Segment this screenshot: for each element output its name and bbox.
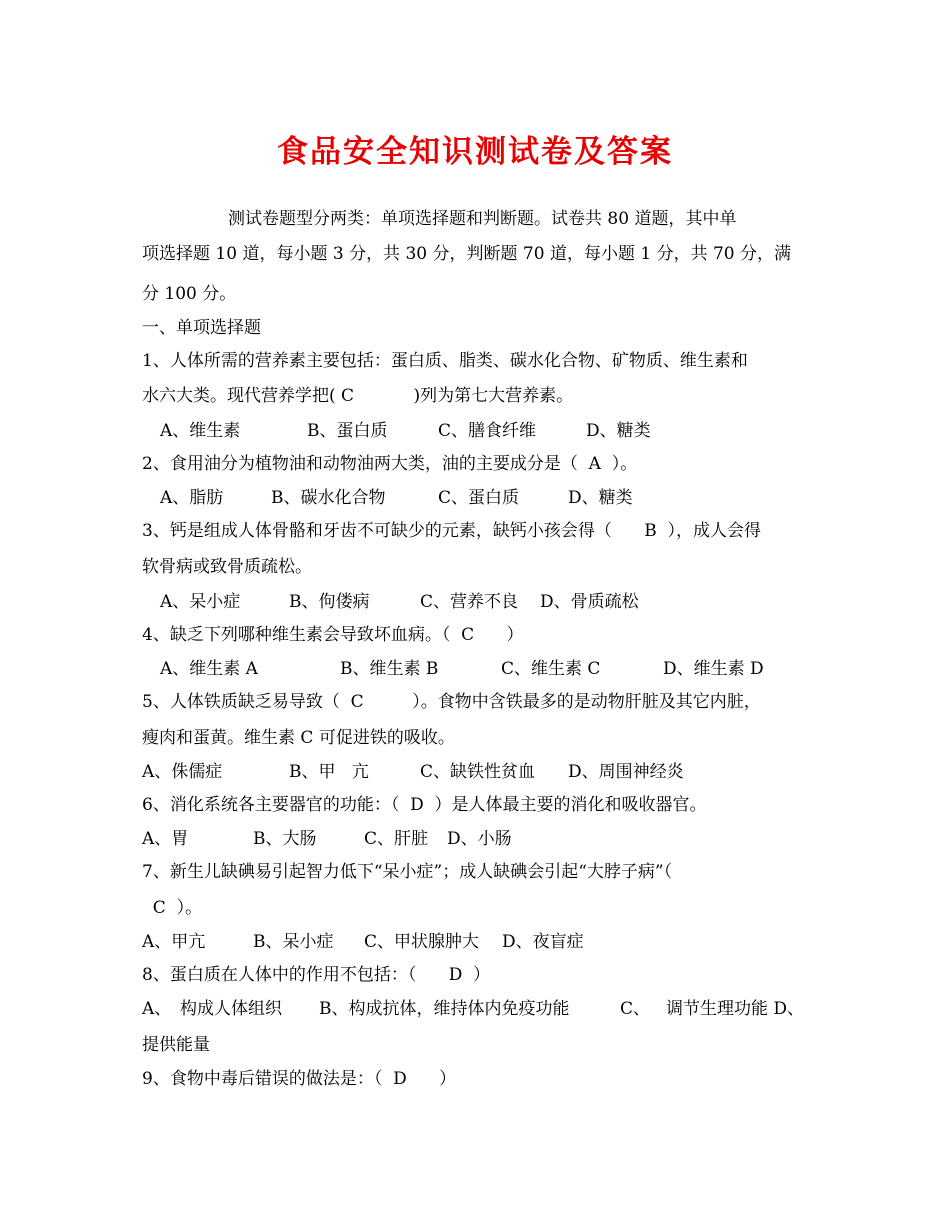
intro-line-2: 项选择题 10 道，每小题 3 分，共 30 分，判断题 70 道，每小题 1 分，共 70 分，满 (142, 244, 792, 264)
question-4-line-1: 4、缺乏下列哪种维生素会导致坏血病。（ C ） (142, 625, 524, 645)
q8-option-c-text: 调节生理功能 D、 (666, 999, 805, 1019)
section-heading: 一、单项选择题 (142, 318, 261, 338)
q1-option-d: D、糖类 (586, 421, 651, 441)
q3-option-c: C、营养不良 (420, 592, 519, 612)
q4-option-d: D、维生素 D (663, 659, 764, 679)
q2-option-a: A、脂肪 (160, 488, 224, 508)
question-5-line-2: 瘦肉和蛋黄。维生素 C 可促进铁的吸收。 (142, 728, 455, 748)
question-7-line-2: C ）。 (142, 898, 203, 918)
q8-option-a-text: 构成人体组织 (180, 999, 282, 1019)
q1-option-a: A、维生素 (160, 421, 241, 441)
q7-option-d: D、夜盲症 (502, 932, 584, 952)
q5-option-d: D、周围神经炎 (568, 762, 684, 782)
q6-option-b: B、大肠 (253, 829, 317, 849)
q3-option-d: D、骨质疏松 (540, 592, 639, 612)
q6-option-c: C、肝脏 (364, 829, 429, 849)
q5-option-b: B、甲 亢 (289, 762, 369, 782)
intro-line-1: 测试卷题型分两类：单项选择题和判断题。试卷共 80 道题，其中单 (228, 209, 737, 229)
question-5-line-1: 5、人体铁质缺乏易导致（ C ）。食物中含铁最多的是动物肝脏及其它内脏， (142, 692, 761, 712)
q2-option-d: D、糖类 (568, 488, 633, 508)
page-title: 食品安全知识测试卷及答案 (277, 134, 673, 170)
question-6-line-1: 6、消化系统各主要器官的功能：（ D ）是人体最主要的消化和吸收器官。 (142, 795, 707, 815)
q7-option-a: A、甲亢 (142, 932, 206, 952)
q7-option-b: B、呆小症 (253, 932, 334, 952)
question-3-line-1: 3、钙是组成人体骨骼和牙齿不可缺少的元素，缺钙小孩会得（ B ），成人会得 (142, 521, 762, 541)
q1-option-c: C、膳食纤维 (438, 421, 537, 441)
q8-option-d-text: 提供能量 (142, 1035, 210, 1055)
q4-option-c: C、维生素 C (501, 659, 601, 679)
q6-option-a: A、胃 (142, 829, 189, 849)
q5-option-c: C、缺铁性贫血 (420, 762, 536, 782)
question-8-line-1: 8、蛋白质在人体中的作用不包括：（ D ） (142, 965, 491, 985)
q2-option-c: C、蛋白质 (438, 488, 520, 508)
question-9-line-1: 9、食物中毒后错误的做法是：（ D ） (142, 1069, 457, 1089)
q8-option-b: B、构成抗体，维持体内免疫功能 (319, 999, 570, 1019)
q8-option-a-marker: A、 (142, 999, 172, 1019)
q3-option-b: B、佝偻病 (289, 592, 370, 612)
q8-option-c-marker: C、 (620, 999, 651, 1019)
intro-line-3: 分 100 分。 (142, 284, 237, 304)
question-1-line-2: 水六大类。现代营养学把( C )列为第七大营养素。 (142, 386, 574, 406)
q4-option-a: A、维生素 A (160, 659, 258, 679)
question-3-line-2: 软骨病或致骨质疏松。 (142, 557, 312, 577)
question-7-line-1: 7、新生儿缺碘易引起智力低下“呆小症”；成人缺碘会引起“大脖子病”（ (142, 862, 673, 882)
q3-option-a: A、呆小症 (160, 592, 241, 612)
q6-option-d: D、小肠 (447, 829, 512, 849)
q7-option-c: C、甲状腺肿大 (364, 932, 480, 952)
q4-option-b: B、维生素 B (340, 659, 439, 679)
q5-option-a: A、侏儒症 (142, 762, 223, 782)
q2-option-b: B、碳水化合物 (271, 488, 386, 508)
q1-option-b: B、蛋白质 (307, 421, 388, 441)
question-1-line-1: 1、人体所需的营养素主要包括：蛋白质、脂类、碳水化合物、矿物质、维生素和 (142, 351, 748, 371)
question-2-line-1: 2、食用油分为植物油和动物油两大类，油的主要成分是（ A ）。 (142, 454, 638, 474)
